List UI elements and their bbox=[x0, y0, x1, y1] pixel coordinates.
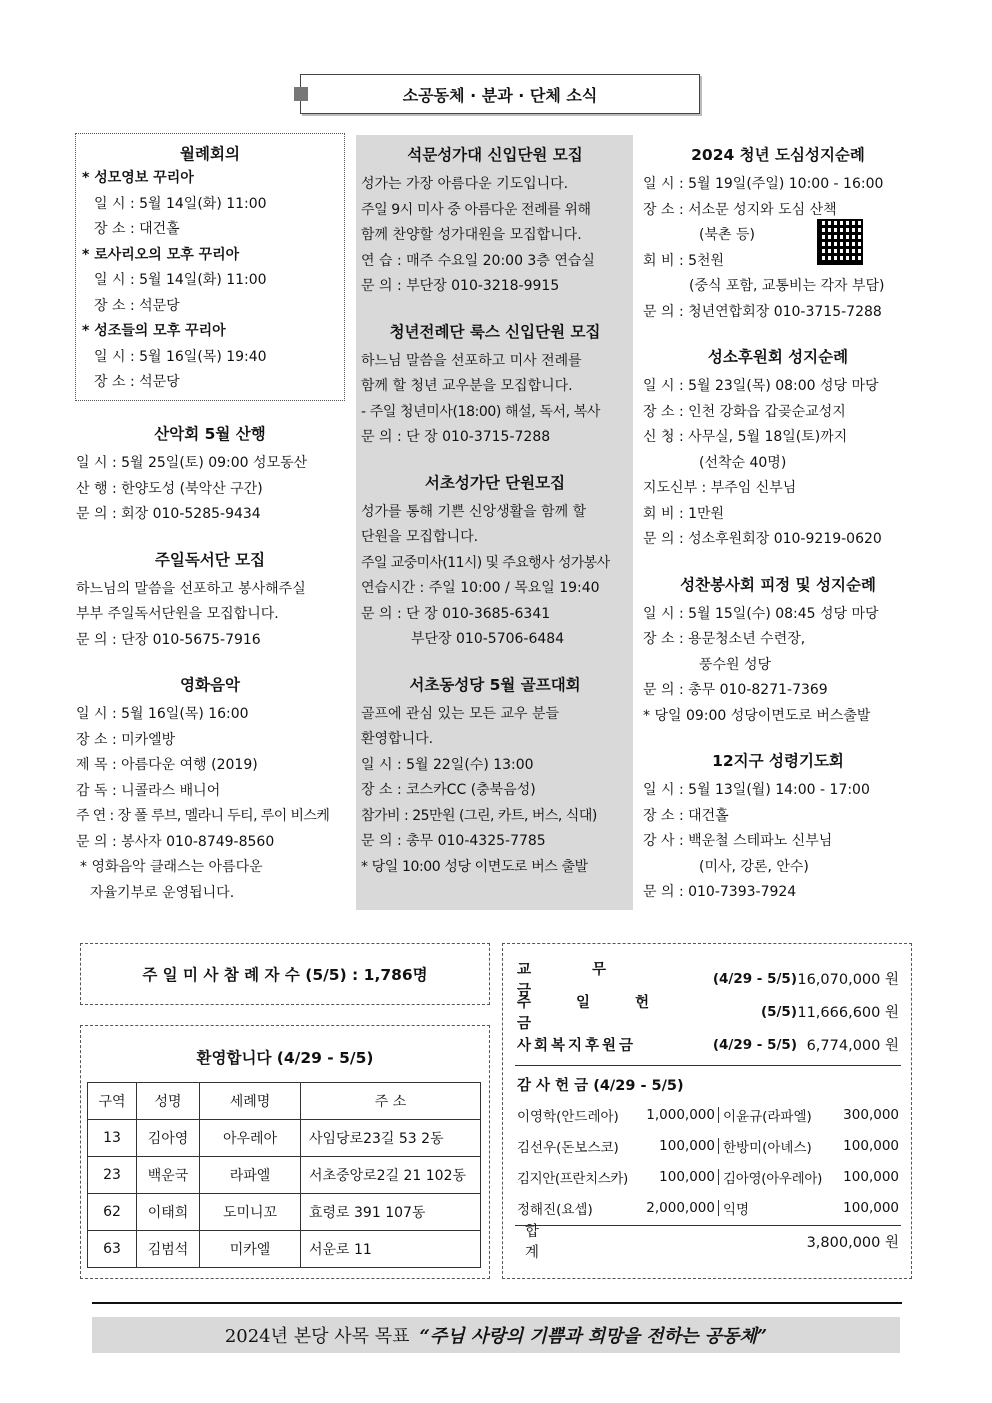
prayer-line: 일 시 : 5월 13일(월) 14:00 - 17:00 bbox=[643, 782, 870, 798]
lux-line: 하느님 말씀을 선포하고 미사 전례를 bbox=[361, 352, 582, 369]
footer-prefix: 2024년 본당 사목 목표 bbox=[224, 1326, 410, 1347]
golf-line: * 당일 10:00 성당 이면도로 버스 출발 bbox=[361, 858, 588, 875]
prayer-line: (미사, 강론, 안수) bbox=[699, 858, 809, 875]
golf-line: 일 시 : 5월 22일(수) 13:00 bbox=[361, 756, 534, 773]
hiking-title: 산악회 5월 산행 bbox=[154, 425, 266, 443]
recruitment-panel bbox=[356, 135, 633, 910]
list-item bbox=[517, 1130, 899, 1161]
cell-name: 김범석 bbox=[137, 1231, 200, 1268]
cell-name: 김아영 bbox=[137, 1120, 200, 1157]
prayer-line: 장 소 : 대건홀 bbox=[643, 807, 729, 824]
finance-label: 주 일 헌 금 bbox=[517, 994, 670, 1032]
footer-rule bbox=[92, 1302, 902, 1304]
donor-amount: 100,000 bbox=[635, 1169, 719, 1185]
seocho-choir-title: 서초성가단 단원모집 bbox=[424, 473, 566, 492]
altar-line: * 당일 09:00 성당이면도로 버스출발 bbox=[643, 707, 871, 724]
table-header-row bbox=[88, 1083, 481, 1120]
readers-line: 부부 주일독서단원을 모집합니다. bbox=[76, 606, 279, 622]
cell-district: 23 bbox=[88, 1157, 137, 1194]
cell-baptismal-name: 라파엘 bbox=[200, 1157, 301, 1194]
table-row bbox=[88, 1231, 481, 1268]
curia-1-place: 장 소 : 대건홀 bbox=[94, 221, 180, 237]
finance-period: (4/29 - 5/5) bbox=[712, 970, 797, 987]
curia-1: * 성모영보 꾸리아 bbox=[82, 170, 194, 186]
readers-line: 문 의 : 단장 010-5675-7916 bbox=[76, 631, 261, 648]
donor-list bbox=[517, 1099, 899, 1223]
footer-banner bbox=[92, 1317, 900, 1353]
altar-line: 일 시 : 5월 15일(수) 08:45 성당 마당 bbox=[643, 605, 879, 622]
choir-line: 함께 찬양할 성가대원을 모집합니다. bbox=[361, 227, 582, 243]
cell-address: 사임당로23길 53 2동 bbox=[301, 1120, 481, 1157]
seocho-choir-line: 주일 교중미사(11시) 및 주요행사 성가봉사 bbox=[361, 554, 610, 571]
footer-motto: “주님 사랑의 기쁨과 희망을 전하는 공동체” bbox=[419, 1326, 768, 1347]
cell-district: 62 bbox=[88, 1194, 137, 1231]
choir-title: 석문성가대 신입단원 모집 bbox=[407, 146, 583, 164]
movie-line: 장 소 : 미카엘방 bbox=[76, 731, 176, 748]
cell-baptismal-name: 아우레아 bbox=[200, 1120, 301, 1157]
cell-name: 백운국 bbox=[137, 1157, 200, 1194]
donor-name: 이윤규(라파엘) bbox=[723, 1108, 812, 1125]
hiking-section bbox=[76, 422, 344, 528]
list-item bbox=[517, 1161, 899, 1192]
movie-line: 감 독 : 니콜라스 배니어 bbox=[76, 782, 221, 799]
curia-3-date: 일 시 : 5월 16일(목) 19:40 bbox=[94, 348, 267, 365]
hiking-line: 일 시 : 5월 25일(토) 09:00 성모동산 bbox=[76, 455, 308, 471]
hiking-line: 문 의 : 회장 010-5285-9434 bbox=[76, 506, 261, 522]
donor-amount: 100,000 bbox=[635, 1138, 719, 1154]
table-header: 세례명 bbox=[200, 1083, 301, 1120]
prayer-line: 강 사 : 백운철 스테파노 신부님 bbox=[643, 833, 833, 849]
finance-period: (5/5) bbox=[760, 1003, 797, 1020]
total-row bbox=[517, 1224, 899, 1261]
table-header: 주 소 bbox=[301, 1083, 481, 1120]
youth-section bbox=[643, 143, 913, 325]
movie-line: 주 연 : 장 폴 루브, 멜라니 두티, 루이 비스케 bbox=[76, 808, 330, 824]
prayer-meeting-section bbox=[643, 749, 913, 906]
prayer-title: 12지구 성령기도회 bbox=[712, 752, 844, 770]
monthly-meeting-box bbox=[75, 133, 345, 401]
finance-row bbox=[517, 1028, 899, 1061]
donor-name: 익명 bbox=[723, 1201, 750, 1218]
support-line: 지도신부 : 부주임 신부님 bbox=[643, 480, 797, 496]
list-item bbox=[517, 1099, 899, 1130]
table-row bbox=[88, 1194, 481, 1231]
cell-address: 서운로 11 bbox=[301, 1231, 481, 1268]
donor-amount: 1,000,000 bbox=[635, 1107, 719, 1123]
finance-period: (4/29 - 5/5) bbox=[712, 1036, 797, 1053]
curia-3: * 성조들의 모후 꾸리아 bbox=[82, 323, 226, 339]
hiking-line: 산 행 : 한양도성 (북악산 구간) bbox=[76, 480, 263, 497]
attendance-box bbox=[80, 943, 490, 1005]
seocho-choir-line: 문 의 : 단 장 010-3685-6341 bbox=[361, 605, 551, 622]
finance-amount: 11,666,600 원 bbox=[797, 1005, 899, 1021]
support-line: (선착순 40명) bbox=[699, 454, 787, 471]
finance-amount: 16,070,000 원 bbox=[797, 972, 899, 988]
curia-2-date: 일 시 : 5월 14일(화) 11:00 bbox=[94, 272, 267, 288]
finance-row bbox=[517, 994, 899, 1032]
movie-section bbox=[76, 673, 344, 906]
attendance-count: 주 일 미 사 참 례 자 수 (5/5) : 1,786명 bbox=[142, 966, 428, 984]
vocation-support-section bbox=[643, 345, 913, 553]
choir-line: 연 습 : 매주 수요일 20:00 3층 연습실 bbox=[361, 252, 595, 269]
lux-line: - 주일 청년미사(18:00) 해설, 독서, 복사 bbox=[361, 403, 600, 420]
thanks-title: 감 사 헌 금 (4/29 - 5/5) bbox=[517, 1078, 684, 1094]
welcome-title: 환영합니다 (4/29 - 5/5) bbox=[196, 1049, 374, 1067]
lux-section bbox=[361, 320, 629, 451]
support-title: 성소후원회 성지순례 bbox=[707, 348, 849, 366]
cell-district: 13 bbox=[88, 1120, 137, 1157]
support-line: 문 의 : 성소후원회장 010-9219-0620 bbox=[643, 531, 882, 547]
lux-title: 청년전례단 룩스 신입단원 모집 bbox=[389, 322, 601, 341]
movie-line: 제 목 : 아름다운 여행 (2019) bbox=[76, 757, 258, 773]
readers-title: 주일독서단 모집 bbox=[154, 550, 266, 569]
section-header bbox=[300, 74, 700, 114]
golf-line: 환영합니다. bbox=[361, 731, 434, 747]
table-row bbox=[88, 1120, 481, 1157]
choir-line: 주일 9시 미사 중 아름다운 전례를 위해 bbox=[361, 201, 591, 218]
finance-label: 교 무 금 bbox=[517, 961, 635, 999]
golf-line: 골프에 관심 있는 모든 교우 분들 bbox=[361, 705, 560, 722]
altar-service-section bbox=[643, 573, 913, 730]
movie-note: 자율기부로 운영됩니다. bbox=[90, 884, 235, 901]
golf-title: 서초동성당 5월 골프대회 bbox=[409, 675, 581, 694]
movie-line: 일 시 : 5월 16일(목) 16:00 bbox=[76, 706, 249, 722]
lux-line: 문 의 : 단 장 010-3715-7288 bbox=[361, 429, 551, 445]
golf-line: 문 의 : 총무 010-4325-7785 bbox=[361, 833, 546, 849]
list-item bbox=[517, 1192, 899, 1223]
welcome-box bbox=[80, 1025, 490, 1279]
altar-title: 성찬봉사회 피정 및 성지순례 bbox=[680, 575, 876, 594]
donor-amount: 100,000 bbox=[843, 1168, 899, 1185]
seocho-choir-line: 성가를 통해 기쁜 신앙생활을 함께 할 bbox=[361, 503, 587, 520]
youth-line: (북촌 등) bbox=[699, 227, 755, 243]
header-marker bbox=[294, 87, 308, 101]
monthly-title: 월례회의 bbox=[180, 145, 240, 163]
cell-baptismal-name: 도미니꼬 bbox=[200, 1194, 301, 1231]
youth-line: 회 비 : 5천원 bbox=[643, 252, 725, 269]
support-line: 장 소 : 인천 강화읍 갑곶순교성지 bbox=[643, 403, 846, 420]
readers-section bbox=[76, 548, 344, 654]
altar-line: 풍수원 성당 bbox=[699, 656, 772, 673]
curia-2: * 로사리오의 모후 꾸리아 bbox=[82, 246, 240, 263]
table-header: 구역 bbox=[88, 1083, 137, 1120]
donor-amount: 100,000 bbox=[843, 1199, 899, 1216]
golf-line: 참가비 : 25만원 (그린, 카트, 버스, 식대) bbox=[361, 807, 597, 824]
section-title: 소공동체 · 분과 · 단체 소식 bbox=[402, 85, 598, 105]
seocho-choir-line: 연습시간 : 주일 10:00 / 목요일 19:40 bbox=[361, 580, 600, 596]
youth-line: 문 의 : 청년연합회장 010-3715-7288 bbox=[643, 303, 882, 320]
finance-label: 사회복지후원금 bbox=[517, 1038, 637, 1054]
youth-line: (중식 포함, 교통비는 각자 부담) bbox=[689, 278, 885, 294]
total-amount: 3,800,000 원 bbox=[806, 1234, 899, 1251]
youth-line: 일 시 : 5월 19일(주일) 10:00 - 16:00 bbox=[643, 176, 884, 192]
choir-line: 문 의 : 부단장 010-3218-9915 bbox=[361, 278, 560, 294]
qr-code-icon[interactable] bbox=[817, 219, 863, 265]
donor-name: 김지안(프란치스카) bbox=[517, 1170, 628, 1187]
welcome-table bbox=[87, 1082, 481, 1268]
seocho-choir-line: 단원을 모집합니다. bbox=[361, 529, 479, 545]
seocho-choir-line: 부단장 010-5706-6484 bbox=[411, 631, 565, 647]
seocho-choir-section bbox=[361, 471, 629, 653]
curia-2-place: 장 소 : 석문당 bbox=[94, 297, 180, 314]
prayer-line: 문 의 : 010-7393-7924 bbox=[643, 884, 797, 900]
table-header: 성명 bbox=[137, 1083, 200, 1120]
donor-name: 한방미(아녜스) bbox=[723, 1139, 812, 1156]
cell-baptismal-name: 미카엘 bbox=[200, 1231, 301, 1268]
youth-title: 2024 청년 도심성지순례 bbox=[691, 146, 865, 164]
donor-amount: 100,000 bbox=[843, 1137, 899, 1154]
altar-line: 문 의 : 총무 010-8271-7369 bbox=[643, 682, 828, 698]
movie-line: 문 의 : 봉사자 010-8749-8560 bbox=[76, 833, 275, 850]
donor-name: 김아영(아우레아) bbox=[723, 1170, 823, 1187]
finance-amount: 6,774,000 원 bbox=[806, 1038, 899, 1054]
choir-section bbox=[361, 143, 629, 300]
golf-line: 장 소 : 코스카CC (충북음성) bbox=[361, 782, 536, 798]
movie-title: 영화음악 bbox=[180, 676, 240, 694]
golf-section bbox=[361, 673, 629, 881]
curia-3-place: 장 소 : 석문당 bbox=[94, 374, 180, 390]
column-1-sections bbox=[76, 422, 344, 926]
donor-name: 정해진(요셉) bbox=[517, 1201, 593, 1218]
youth-line: 장 소 : 서소문 성지와 도심 산책 bbox=[643, 201, 837, 218]
support-line: 신 청 : 사무실, 5월 18일(토)까지 bbox=[643, 429, 848, 445]
cell-name: 이태희 bbox=[137, 1194, 200, 1231]
cell-address: 서초중앙로2길 21 102동 bbox=[301, 1157, 481, 1194]
donor-name: 이영학(안드레아) bbox=[517, 1108, 619, 1125]
table-row bbox=[88, 1157, 481, 1194]
lux-line: 함께 할 청년 교우분을 모집합니다. bbox=[361, 378, 573, 394]
choir-line: 성가는 가장 아름다운 기도입니다. bbox=[361, 176, 569, 192]
cell-address: 효령로 391 107동 bbox=[301, 1194, 481, 1231]
curia-1-date: 일 시 : 5월 14일(화) 11:00 bbox=[94, 195, 267, 212]
donor-amount: 300,000 bbox=[843, 1106, 899, 1123]
column-3-sections bbox=[643, 143, 913, 926]
cell-district: 63 bbox=[88, 1231, 137, 1268]
donor-amount: 2,000,000 bbox=[635, 1200, 719, 1216]
movie-note: * 영화음악 클래스는 아름다운 bbox=[80, 859, 263, 875]
total-label: 합 계 bbox=[525, 1224, 562, 1261]
readers-line: 하느님의 말씀을 선포하고 봉사해주실 bbox=[76, 580, 306, 597]
support-line: 회 비 : 1만원 bbox=[643, 505, 725, 522]
finance-box bbox=[502, 943, 912, 1279]
divider bbox=[515, 1065, 901, 1066]
altar-line: 장 소 : 용문청소년 수련장, bbox=[643, 631, 806, 647]
support-line: 일 시 : 5월 23일(목) 08:00 성당 마당 bbox=[643, 378, 879, 394]
donor-name: 김선우(돈보스코) bbox=[517, 1139, 619, 1156]
